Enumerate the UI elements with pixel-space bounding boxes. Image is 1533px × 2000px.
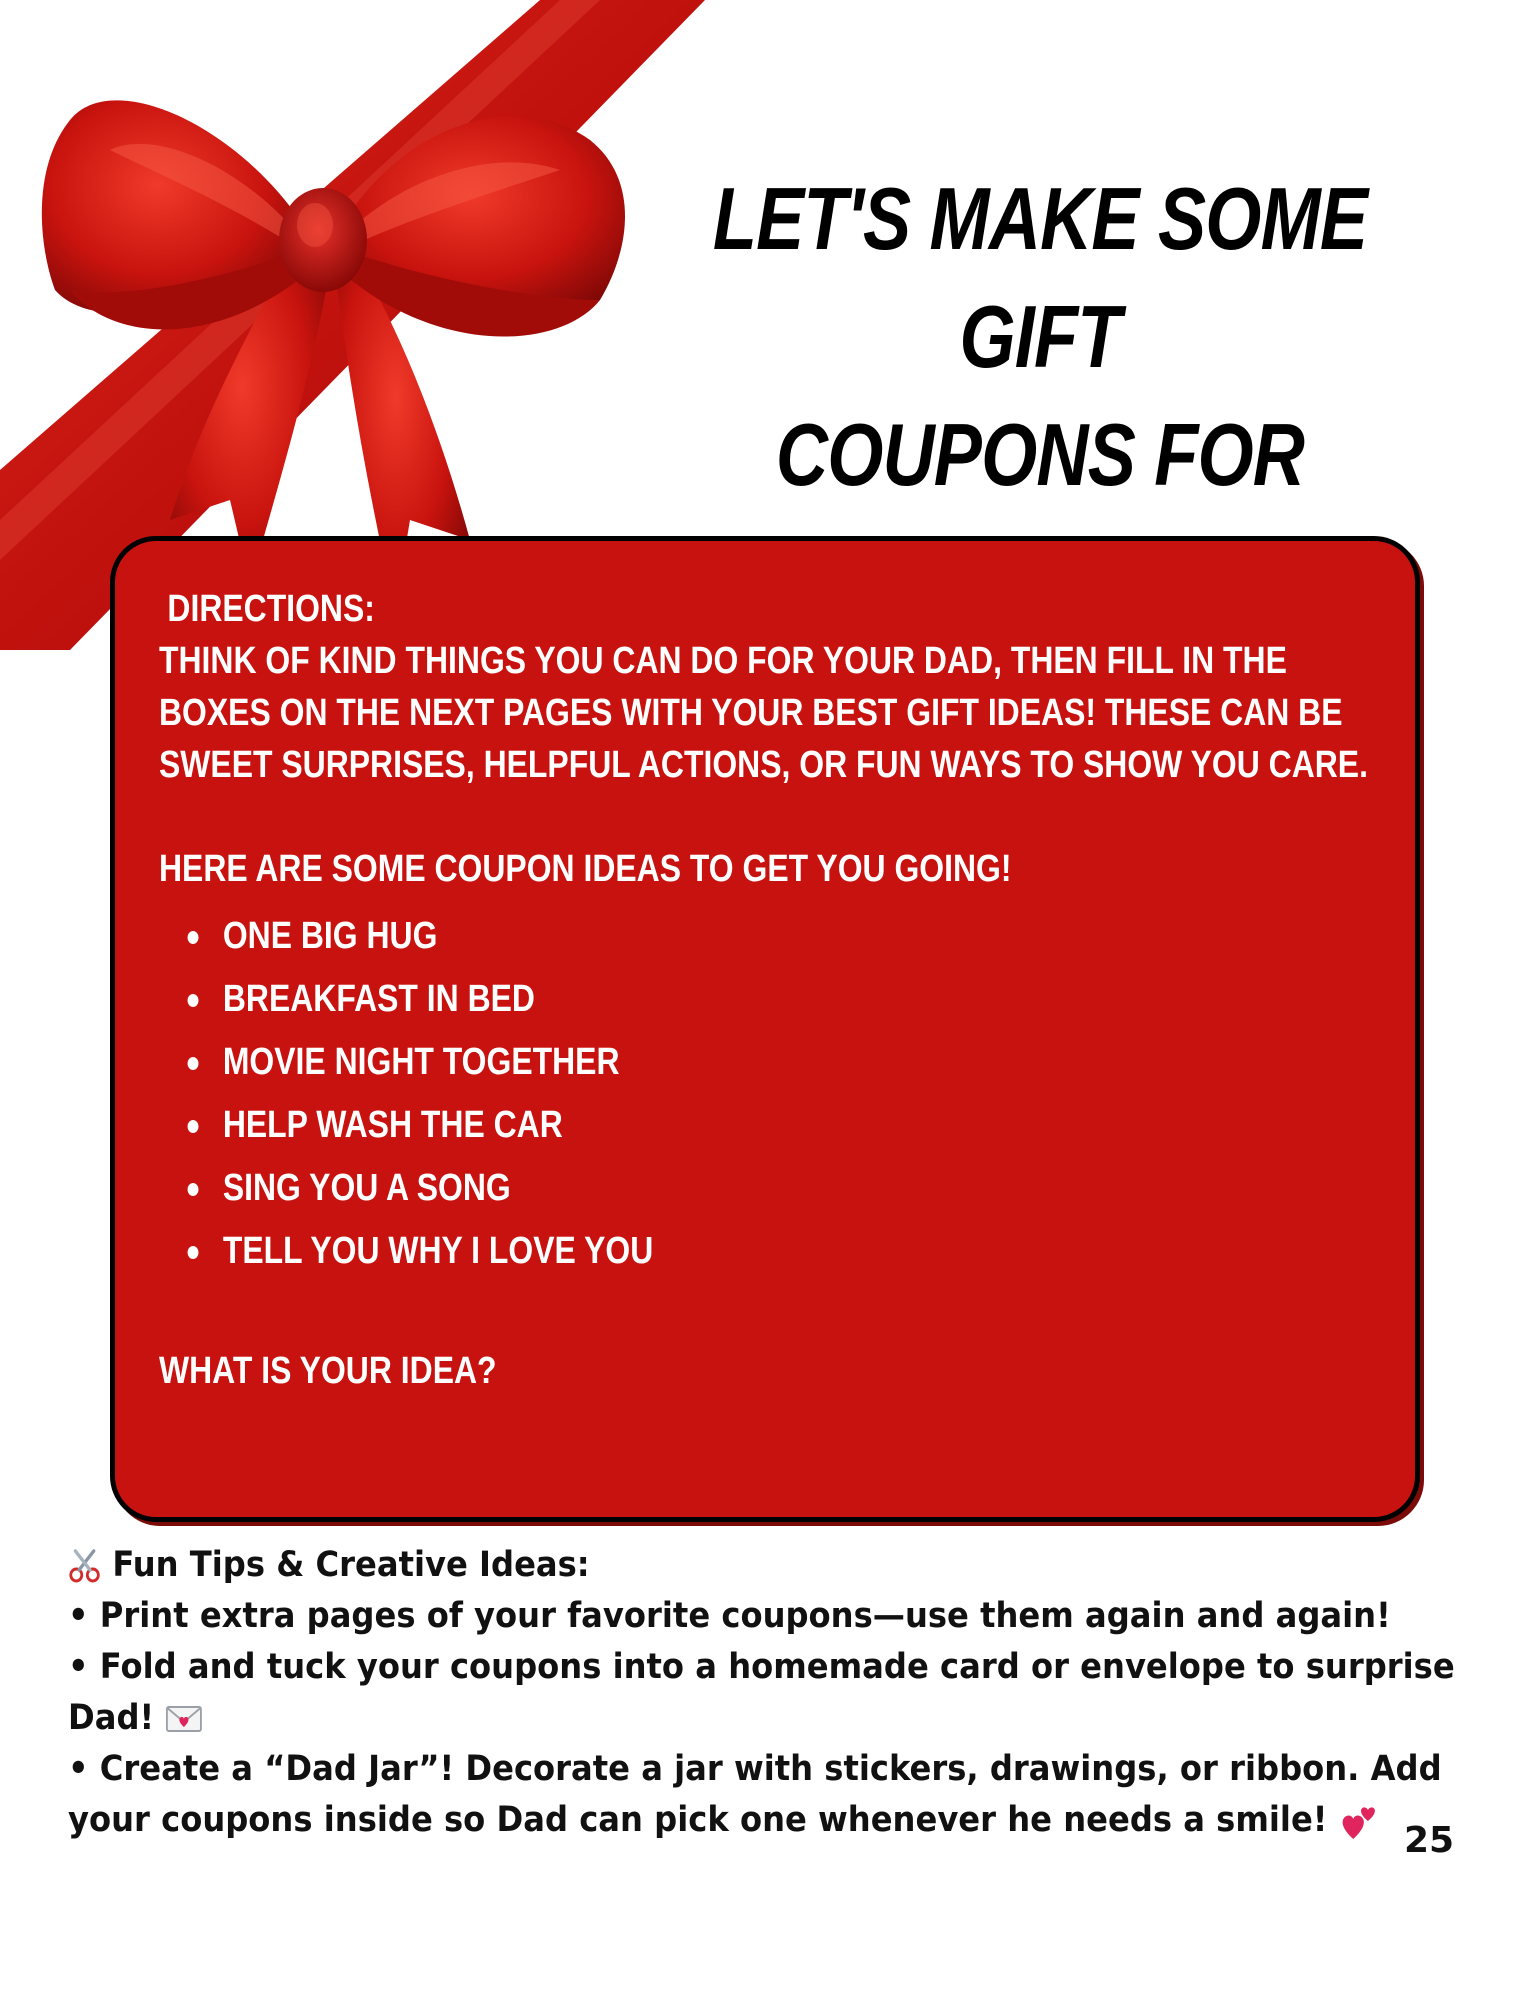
two-hearts-icon: [1339, 1801, 1379, 1841]
fun-tips-section: [68, 1540, 1485, 1846]
coupon-ideas-heading: HERE ARE SOME COUPON IDEAS TO GET YOU GOING!: [159, 848, 1012, 890]
bullet-icon: [188, 1120, 199, 1133]
list-item: [159, 968, 1369, 1031]
list-item-label: HELP WASH THE CAR: [222, 1104, 563, 1146]
list-item: [159, 905, 1369, 968]
page-title-line-1: LET'S MAKE SOME GIFT: [712, 169, 1368, 386]
love-letter-icon: [165, 1704, 202, 1734]
bullet-icon: [188, 1246, 199, 1259]
bullet-icon: [188, 994, 199, 1007]
directions-content: [159, 583, 1369, 1397]
list-item-label: ONE BIG HUG: [222, 915, 438, 957]
tip-item-label: • Create a “Dad Jar”! Decorate a jar with stickers, drawings, or ribbon. Add your coupons inside so Dad can pick one whenever he needs a smile!: [68, 1749, 1442, 1840]
tip-item-label: • Fold and tuck your coupons into a homemade card or envelope to surprise Dad!: [68, 1647, 1455, 1738]
tips-heading: [68, 1540, 1485, 1591]
bullet-icon: [188, 931, 199, 944]
list-item-label: MOVIE NIGHT TOGETHER: [222, 1041, 620, 1083]
tip-item: [68, 1642, 1485, 1744]
bullet-icon: [188, 1057, 199, 1070]
list-item: [159, 1220, 1369, 1283]
directions-box: [110, 536, 1420, 1522]
scissors-icon: [68, 1548, 101, 1584]
list-item-label: SING YOU A SONG: [222, 1167, 511, 1209]
tips-heading-label: Fun Tips & Creative Ideas:: [112, 1545, 590, 1585]
tip-item: • Print extra pages of your favorite coupons—use them again and again!: [68, 1596, 1391, 1636]
list-item: [159, 1031, 1369, 1094]
directions-heading: DIRECTIONS:: [167, 588, 375, 630]
list-item-label: BREAKFAST IN BED: [222, 978, 535, 1020]
your-idea-prompt: WHAT IS YOUR IDEA?: [159, 1350, 497, 1392]
coupon-ideas-list: [159, 905, 1369, 1283]
list-item: [159, 1094, 1369, 1157]
list-item: [159, 1157, 1369, 1220]
list-item-label: TELL YOU WHY I LOVE YOU: [222, 1230, 654, 1272]
directions-body: THINK OF KIND THINGS YOU CAN DO FOR YOUR DAD, THEN FILL IN THE BOXES ON THE NEXT PAGES WITH YOUR BEST GIFT IDEAS! THESE CAN BE SWEET SURPRISES, HELPFUL ACTIONS, OR FUN WAYS TO SHOW YOU CARE.: [159, 640, 1368, 786]
page-number: 25: [1404, 1820, 1455, 1861]
tip-item: [68, 1744, 1485, 1846]
page-title-line-2: COUPONS FOR: [775, 405, 1305, 504]
bullet-icon: [188, 1183, 199, 1196]
